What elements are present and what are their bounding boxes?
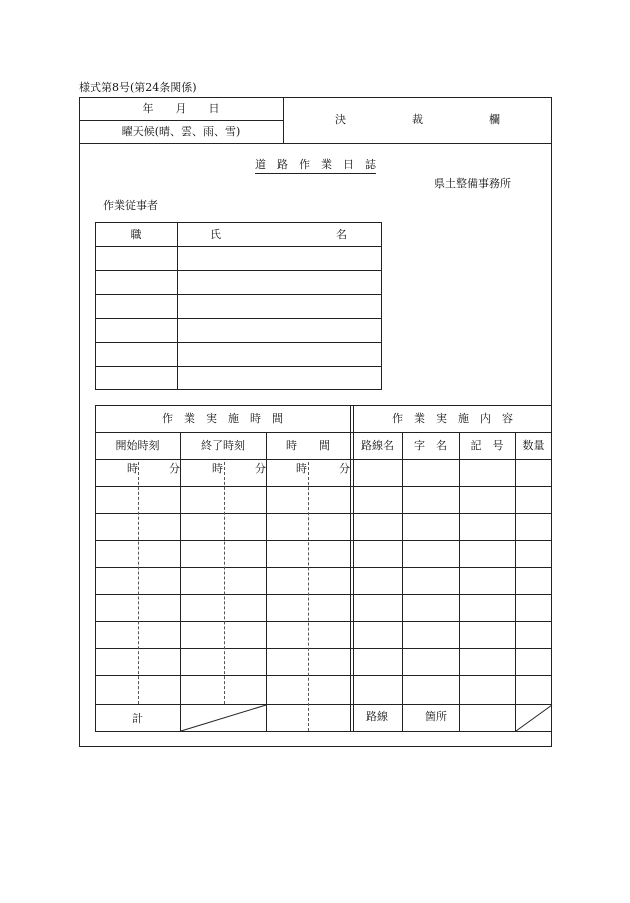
- office-name: 県土整備事務所: [434, 177, 511, 190]
- col-aza-name: 字 名: [414, 439, 447, 452]
- col-name-right: 名: [336, 228, 347, 241]
- duration-minute-label: 分: [339, 462, 350, 475]
- workers-label: 作業従事者: [103, 199, 158, 212]
- weather-label: 曜天候(晴、雲、雨、雪): [121, 125, 241, 138]
- start-minute-label: 分: [169, 462, 180, 475]
- work-time-heading: 作 業 実 施 時 間: [162, 412, 283, 425]
- col-role: 職: [130, 228, 142, 241]
- quantity-total-diagonal: [516, 705, 552, 731]
- duration-hour-label: 時: [296, 462, 307, 475]
- form-caption: 様式第8号(第24条関係): [79, 81, 197, 94]
- page-title: 道 路 作 業 日 誌: [255, 158, 376, 174]
- col-symbol: 記 号: [470, 439, 504, 452]
- work-content-heading: 作 業 実 施 内 容: [392, 412, 513, 425]
- col-start-time: 開始時刻: [115, 439, 160, 452]
- col-route-name: 路線名: [361, 439, 394, 452]
- col-duration: 時 間: [286, 439, 330, 452]
- end-time-total-diagonal: [181, 705, 266, 731]
- end-minute-label: 分: [255, 462, 266, 475]
- start-hour-label: 時: [127, 462, 138, 475]
- col-quantity: 数量: [522, 439, 545, 452]
- date-label: 年 月 日: [142, 102, 220, 115]
- approval-label: 決 裁 欄: [335, 113, 500, 126]
- end-hour-label: 時: [212, 462, 223, 475]
- col-end-time: 終了時刻: [201, 439, 245, 452]
- route-label: 路線: [366, 710, 388, 723]
- places-label: 箇所: [425, 710, 447, 723]
- total-label: 計: [132, 712, 143, 725]
- col-name-left: 氏: [210, 228, 221, 241]
